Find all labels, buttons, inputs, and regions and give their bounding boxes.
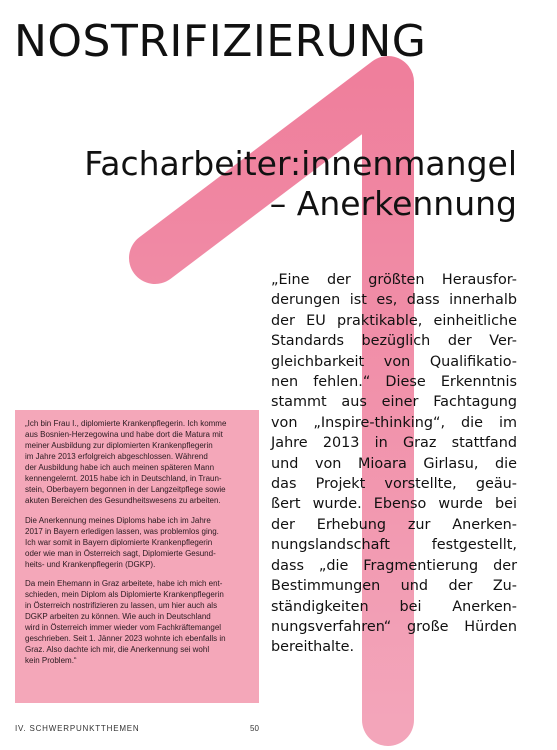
body-line: derungen ist es, dass innerhalb xyxy=(271,292,517,309)
body-line: nen fehlen.“ Diese Erkenntnis xyxy=(271,374,517,391)
body-line: „Eine der größten Herausfor- xyxy=(271,272,517,288)
testimonial-paragraph: Die Anerkennung meines Diploms habe ich im Jahre 2017 in Bayern erledigen lassen, was problemlos ging. Ich war somit in Bayern diplomierte Krankenpflegerin oder wie man in Österreich sagt, Diplomierte Gesund- heits- und Krankenpflegerin (DGKP). xyxy=(25,515,219,569)
body-line: der Erhebung zur Anerken- xyxy=(271,516,517,533)
body-line: dass „die Fragmentierung der xyxy=(271,557,517,574)
main-body-text xyxy=(271,270,517,658)
page-number: 50 xyxy=(250,724,259,733)
body-line: stammt aus einer Fachtagung xyxy=(271,394,517,411)
subtitle xyxy=(47,144,517,224)
body-line: Standards bezüglich der Ver- xyxy=(271,333,517,350)
body-line: von „Inspire-thinking“, die im xyxy=(271,414,517,431)
body-line: Bestimmungen und der Zu- xyxy=(271,578,517,595)
body-line: gleichbarkeit von Qualifikatio- xyxy=(271,353,517,370)
testimonial-paragraph: „Ich bin Frau I., diplomierte Krankenpflegerin. Ich komme aus Bosnien-Herzegowina und habe dort die Matura mit meiner Ausbildung zur diplomierten Krankenpflegerin im Jahre 2013 erfolgreich abgeschlossen. Während der Ausbildung habe ich auch meinen späteren Mann kennengelernt. 2015 habe ich in Deutschland, in Traun- stein, Oberbayern begonnen in der Langzeitpflege sowie akuten Bereichen des Gesundheitswesens zu arbeiten. xyxy=(25,419,227,505)
body-line: Jahre 2013 in Graz stattfand xyxy=(271,435,517,452)
body-line: nungslandschaft festgestellt, xyxy=(271,537,517,554)
body-line: nungsverfahren“ große Hürden xyxy=(271,618,517,635)
body-line: ßert wurde. Ebenso wurde bei xyxy=(271,496,517,513)
subtitle-line: – Anerkennung xyxy=(269,184,517,223)
body-line: ständigkeiten bei Anerken- xyxy=(271,598,517,615)
body-line: der EU praktikable, einheitliche xyxy=(271,312,517,329)
testimonial-paragraph: Da mein Ehemann in Graz arbeitete, habe ich mich ent- schieden, mein Diplom als Diplomierte Krankenpflegerin in Österreich nostrifizieren zu lassen, um hier auch als DGKP arbeiten zu können. Wie auch in Deutschland wird in Österreich immer wieder vom Fachkräftemangel geschrieben. Seit 1. Jänner 2023 wohnte ich ebenfalls in Graz. Also dachte ich mir, die Anerkennung sei wohl kein Problem.“ xyxy=(25,579,226,665)
body-line: bereithalte. xyxy=(271,639,355,656)
body-line: und von Mioara Girlasu, die xyxy=(271,455,517,472)
testimonial-quote-box xyxy=(15,410,259,703)
subtitle-line: Facharbeiter:innenmangel xyxy=(84,144,517,183)
body-line: das Projekt vorstellte, geäu- xyxy=(271,476,517,493)
footer-section-label: IV. SCHWERPUNKTTHEMEN xyxy=(15,724,140,733)
page-title: NOSTRIFIZIERUNG xyxy=(14,16,427,67)
